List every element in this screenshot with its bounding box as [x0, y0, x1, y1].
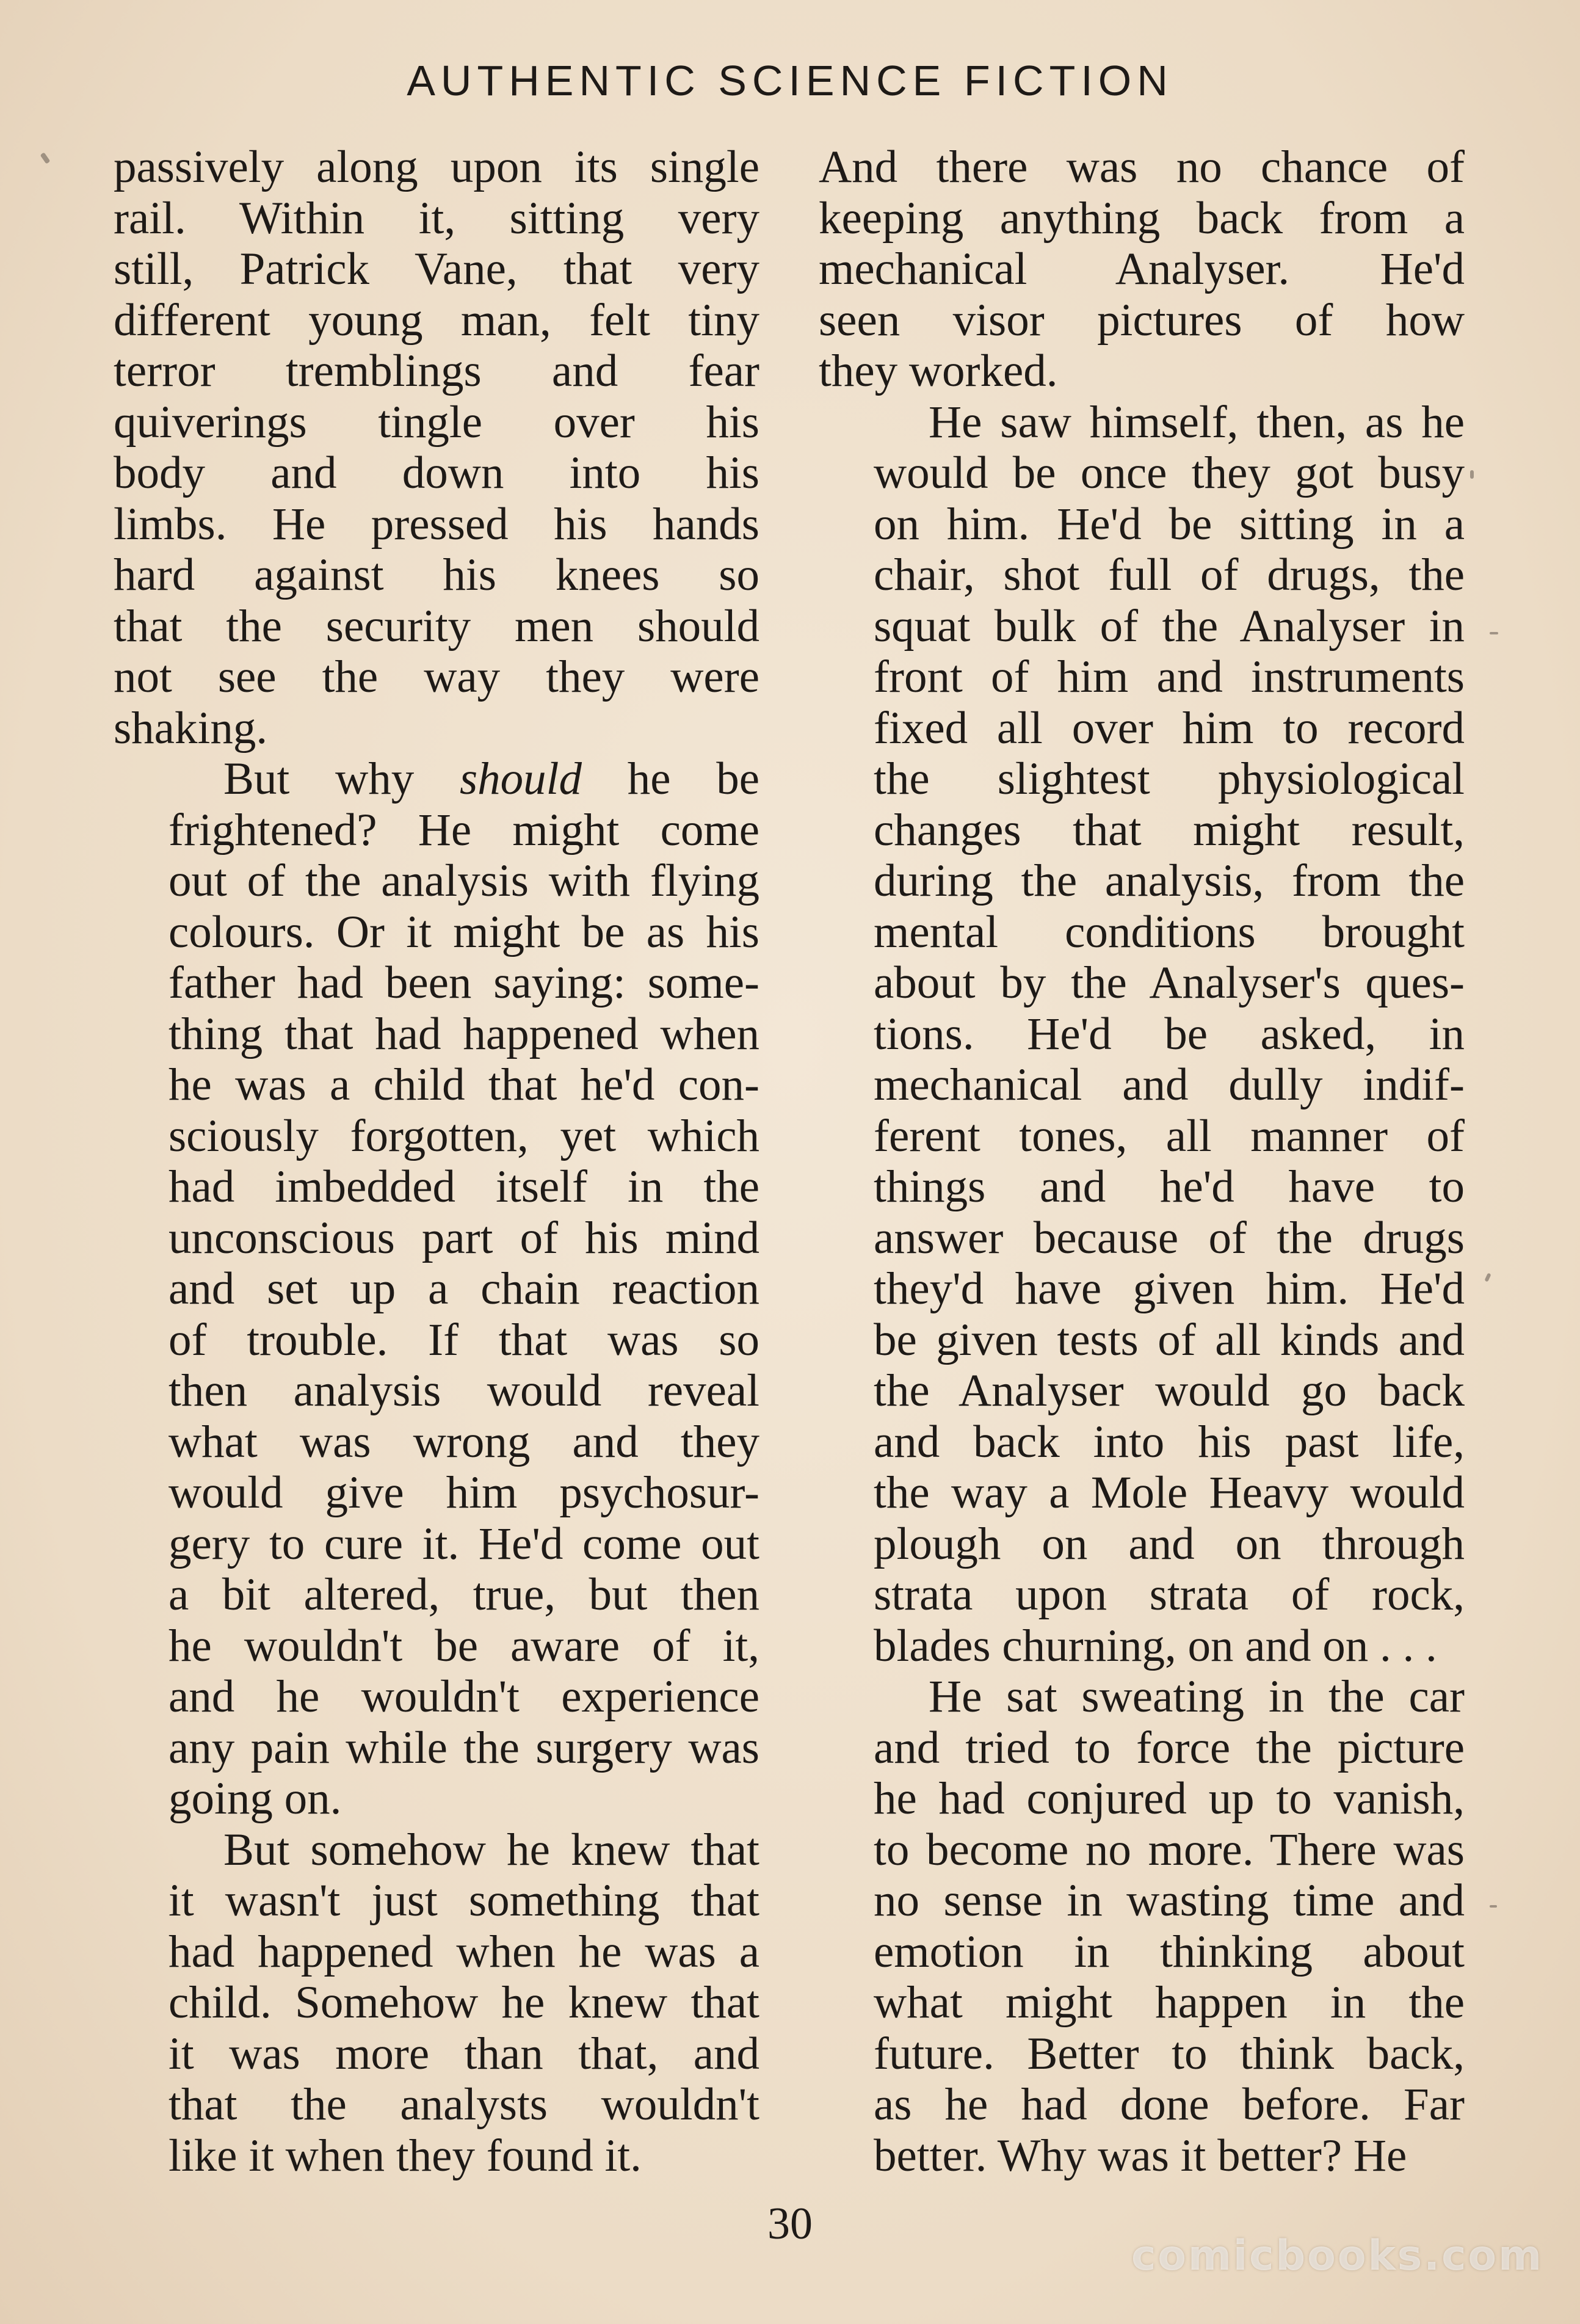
- text-line: would give him psychosur-: [169, 1467, 759, 1518]
- text-line: limbs. He pressed his hands: [114, 498, 759, 550]
- text-line: future. Better to think back,: [874, 2028, 1465, 2079]
- text-line: on him. He'd be sitting in a: [874, 498, 1465, 550]
- text-line: and set up a chain reaction: [169, 1263, 759, 1314]
- text-line: that the analysts wouldn't: [169, 2079, 759, 2130]
- text-line: ferent tones, all manner of: [874, 1110, 1465, 1161]
- text-line: sciously forgotten, yet which: [169, 1110, 759, 1161]
- text-line: what was wrong and they: [169, 1416, 759, 1467]
- paragraph: [114, 753, 759, 1825]
- text-line: seen visor pictures of how: [819, 294, 1465, 346]
- text-line: better. Why was it better? He: [874, 2130, 1407, 2181]
- text-line: passively along upon its single: [114, 142, 759, 192]
- text-line: the Analyser would go back: [874, 1365, 1465, 1416]
- text-line: squat bulk of the Analyser in: [874, 600, 1465, 652]
- text-line: he had conjured up to vanish,: [874, 1773, 1465, 1824]
- text-line: He sat sweating in the car: [929, 1671, 1465, 1722]
- text-line: fixed all over him to record: [874, 702, 1465, 753]
- text-line: father had been saying: some-: [169, 957, 759, 1008]
- text-line: But somehow he knew that: [223, 1824, 759, 1875]
- text-line: had happened when he was a: [169, 1926, 759, 1977]
- right-column: [819, 142, 1465, 2181]
- text-line: hard against his knees so: [114, 550, 759, 600]
- text-line: and tried to force the picture: [874, 1722, 1465, 1773]
- text-line: mental conditions brought: [874, 906, 1465, 957]
- paragraph: [114, 1825, 759, 2182]
- watermark-logo: comicbooks.com: [1131, 2232, 1543, 2280]
- text-line: any pain while the surgery was: [169, 1722, 759, 1773]
- text-line: what might happen in the: [874, 1977, 1465, 2028]
- text-line: thing that had happened when: [169, 1008, 759, 1059]
- text-line: as he had done before. Far: [874, 2079, 1465, 2130]
- text-line: the way a Mole Heavy would: [874, 1467, 1465, 1518]
- text-line: of trouble. If that was so: [169, 1314, 759, 1365]
- text-line: they worked.: [819, 346, 1058, 396]
- paragraph: [819, 397, 1465, 1672]
- text-line: like it when they found it.: [169, 2130, 642, 2181]
- text-line: he wouldn't be aware of it,: [169, 1620, 759, 1671]
- text-line: mechanical Analyser. He'd: [819, 244, 1465, 294]
- text-line: front of him and instruments: [874, 652, 1465, 702]
- text-line: going on.: [169, 1773, 342, 1824]
- text-line: shaking.: [114, 702, 268, 753]
- text-line: child. Somehow he knew that: [169, 1977, 759, 2028]
- text-line: he was a child that he'd con-: [169, 1059, 759, 1110]
- text-line: be given tests of all kinds and: [874, 1314, 1465, 1365]
- text-line: He saw himself, then, as he: [929, 396, 1465, 448]
- text-line: blades churning, on and on . . .: [874, 1620, 1437, 1671]
- text-line: still, Patrick Vane, that very: [114, 244, 759, 294]
- text-line: colours. Or it might be as his: [169, 906, 759, 957]
- print-speck: [40, 152, 51, 164]
- text-line: that the security men should: [114, 600, 759, 652]
- text-line: terror tremblings and fear: [114, 346, 759, 396]
- text-line: to become no more. There was: [874, 1824, 1465, 1875]
- paragraph: [114, 142, 759, 753]
- text-line: a bit altered, true, but then: [169, 1569, 759, 1620]
- text-line: and he wouldn't experience: [169, 1671, 759, 1722]
- text-line: And there was no chance of: [819, 142, 1465, 192]
- text-line: and back into his past life,: [874, 1416, 1465, 1467]
- text-line: about by the Analyser's ques-: [874, 957, 1465, 1008]
- left-column: [114, 142, 759, 2181]
- print-speck: [1490, 1905, 1497, 1908]
- text-line: not see the way they were: [114, 652, 759, 702]
- text-line: keeping anything back from a: [819, 192, 1465, 244]
- text-line: different young man, felt tiny: [114, 294, 759, 346]
- print-speck: [1484, 1273, 1491, 1282]
- text-line: had imbedded itself in the: [169, 1161, 759, 1212]
- text-line: out of the analysis with flying: [169, 855, 759, 906]
- text-line: strata upon strata of rock,: [874, 1569, 1465, 1620]
- text-line: it wasn't just something that: [169, 1875, 759, 1926]
- text-line: quiverings tingle over his: [114, 396, 759, 448]
- text-line: mechanical and dully indif-: [874, 1059, 1465, 1110]
- text-line: then analysis would reveal: [169, 1365, 759, 1416]
- text-line: plough on and on through: [874, 1518, 1465, 1569]
- page-number: 30: [767, 2199, 813, 2249]
- text-line: answer because of the drugs: [874, 1212, 1465, 1263]
- text-line: frightened? He might come: [169, 804, 759, 855]
- text-line: tions. He'd be asked, in: [874, 1008, 1465, 1059]
- print-speck: [1490, 632, 1498, 634]
- text-line: things and he'd have to: [874, 1161, 1465, 1212]
- running-head: AUTHENTIC SCIENCE FICTION: [407, 57, 1173, 104]
- text-line: they'd have given him. He'd: [874, 1263, 1465, 1314]
- text-line: unconscious part of his mind: [169, 1212, 759, 1263]
- text-line: chair, shot full of drugs, the: [874, 550, 1465, 600]
- paragraph: [819, 142, 1465, 397]
- text-line: during the analysis, from the: [874, 855, 1465, 906]
- print-speck: [1470, 470, 1474, 479]
- text-line: would be once they got busy: [874, 448, 1465, 498]
- emphasis: should: [459, 753, 582, 804]
- text-line: But why should he be: [223, 753, 760, 804]
- text-line: gery to cure it. He'd come out: [169, 1518, 759, 1569]
- text-line: the slightest physiological: [874, 753, 1465, 804]
- text-line: rail. Within it, sitting very: [114, 192, 759, 244]
- paragraph: [819, 1671, 1465, 2181]
- text-line: changes that might result,: [874, 804, 1465, 855]
- text-line: emotion in thinking about: [874, 1926, 1465, 1977]
- text-line: it was more than that, and: [169, 2028, 759, 2079]
- text-line: body and down into his: [114, 448, 759, 498]
- text-line: no sense in wasting time and: [874, 1875, 1465, 1926]
